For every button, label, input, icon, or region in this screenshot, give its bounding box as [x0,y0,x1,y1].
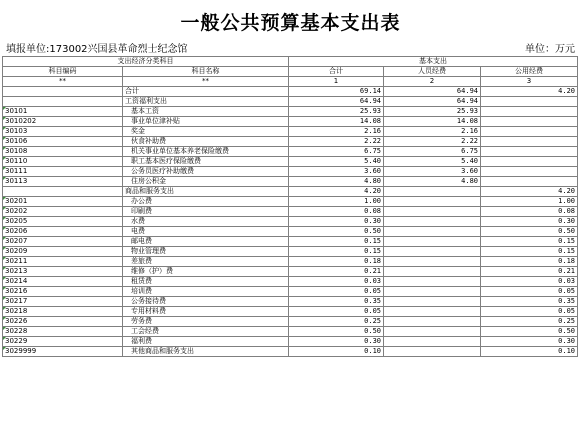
row-code-cell [3,247,123,257]
row-name-cell: 工会经费 [123,327,289,337]
table-row [3,157,578,167]
row-name-cell: 印刷费 [123,207,289,217]
row-public-cell [481,137,578,147]
row-public-cell: 0.30 [481,217,578,227]
table-row [3,97,578,107]
header-total: 合计 [289,67,384,77]
row-total-cell: 0.50 [289,327,384,337]
row-code-cell [3,217,123,227]
row-name-cell: 物业管理费 [123,247,289,257]
row-total-cell: 0.03 [289,277,384,287]
row-code-text: 30226 [5,317,28,325]
row-name-cell: 邮电费 [123,237,289,247]
cell-comment-marker-icon [3,207,6,210]
row-public-cell: 0.21 [481,267,578,277]
row-public-cell: 0.25 [481,317,578,327]
row-name-cell: 租赁费 [123,277,289,287]
reporting-unit: 填报单位:173002兴国县革命烈士纪念馆 [6,44,188,55]
row-public-cell [481,127,578,137]
row-public-cell: 0.15 [481,237,578,247]
table-row [3,187,578,197]
row-public-cell: 0.30 [481,337,578,347]
row-total-cell: 4.20 [289,187,384,197]
row-personnel-cell [384,267,481,277]
row-code-cell [3,307,123,317]
header-personnel: 人员经费 [384,67,481,77]
table-row [3,87,578,97]
row-public-cell: 1.00 [481,197,578,207]
cell-comment-marker-icon [3,277,6,280]
row-code-text: 30103 [5,127,28,135]
row-total-cell: 0.25 [289,317,384,327]
cell-comment-marker-icon [3,327,6,330]
row-personnel-cell [384,347,481,357]
row-total-cell: 64.94 [289,97,384,107]
row-code-cell [3,237,123,247]
row-code-cell [3,347,123,357]
row-public-cell: 0.15 [481,247,578,257]
row-personnel-cell: 25.93 [384,107,481,117]
row-name-cell: 职工基本医疗保险缴费 [123,157,289,167]
header-star-code: ** [3,77,123,87]
row-code-text: 30207 [5,237,28,245]
row-name-cell: 伙食补助费 [123,137,289,147]
row-public-cell: 0.50 [481,327,578,337]
row-personnel-cell [384,317,481,327]
row-code-text: 3029999 [5,347,37,355]
row-name-cell: 公务员医疗补助缴费 [123,167,289,177]
table-row [3,137,578,147]
table-row [3,227,578,237]
table-row [3,147,578,157]
header-code: 科目编码 [3,67,123,77]
cell-comment-marker-icon [3,247,6,250]
cell-comment-marker-icon [3,297,6,300]
header-num-3: 3 [481,77,578,87]
row-name-cell: 住房公积金 [123,177,289,187]
row-public-cell: 4.20 [481,187,578,197]
row-total-cell: 0.50 [289,227,384,237]
row-personnel-cell: 64.94 [384,87,481,97]
row-code-cell [3,227,123,237]
row-public-cell [481,177,578,187]
cell-comment-marker-icon [3,217,6,220]
header-group-right: 基本支出 [289,57,578,67]
row-public-cell [481,117,578,127]
row-name-cell: 水费 [123,217,289,227]
table-row [3,347,578,357]
row-total-cell: 5.40 [289,157,384,167]
header-index-row [3,77,578,87]
row-name-cell: 合计 [123,87,289,97]
row-personnel-cell [384,237,481,247]
row-code-cell [3,297,123,307]
row-code-cell [3,257,123,267]
row-code-text: 30218 [5,307,28,315]
row-name-cell: 商品和服务支出 [123,187,289,197]
row-personnel-cell [384,207,481,217]
row-public-cell: 0.50 [481,227,578,237]
row-total-cell: 0.35 [289,297,384,307]
row-personnel-cell: 3.60 [384,167,481,177]
table-row [3,217,578,227]
row-code-text: 30201 [5,197,28,205]
row-code-text: 30108 [5,147,28,155]
row-code-cell [3,317,123,327]
row-personnel-cell [384,307,481,317]
header-group-row [3,57,578,67]
table-row [3,257,578,267]
row-code-cell [3,87,123,97]
header-num-2: 2 [384,77,481,87]
row-name-cell: 机关事业单位基本养老保险缴费 [123,147,289,157]
row-code-cell [3,147,123,157]
cell-comment-marker-icon [3,317,6,320]
row-public-cell [481,107,578,117]
row-total-cell: 0.05 [289,287,384,297]
row-code-text: 30211 [5,257,28,265]
row-code-cell [3,107,123,117]
row-code-cell [3,267,123,277]
row-code-text: 30217 [5,297,28,305]
table-row [3,167,578,177]
row-personnel-cell: 6.75 [384,147,481,157]
row-personnel-cell [384,327,481,337]
row-name-cell: 事业单位津补贴 [123,117,289,127]
table-row [3,107,578,117]
row-code-cell [3,117,123,127]
row-code-cell [3,197,123,207]
table-row [3,197,578,207]
row-code-cell [3,97,123,107]
row-public-cell: 0.18 [481,257,578,267]
row-code-text: 30113 [5,177,28,185]
cell-comment-marker-icon [3,117,6,120]
row-total-cell: 1.00 [289,197,384,207]
row-total-cell: 0.15 [289,237,384,247]
row-code-text: 30216 [5,287,28,295]
row-personnel-cell: 5.40 [384,157,481,167]
row-name-cell: 培训费 [123,287,289,297]
currency-unit: 单位：万元 [525,44,575,55]
cell-comment-marker-icon [3,347,6,350]
row-name-cell: 工资福利支出 [123,97,289,107]
header-num-1: 1 [289,77,384,87]
row-public-cell: 0.08 [481,207,578,217]
table-row [3,117,578,127]
row-personnel-cell [384,287,481,297]
row-personnel-cell [384,247,481,257]
row-code-text: 30205 [5,217,28,225]
row-total-cell: 0.10 [289,347,384,357]
row-total-cell: 4.80 [289,177,384,187]
cell-comment-marker-icon [3,257,6,260]
row-total-cell: 14.08 [289,117,384,127]
row-total-cell: 0.18 [289,257,384,267]
row-code-cell [3,127,123,137]
row-code-text: 30111 [5,167,28,175]
row-personnel-cell: 2.22 [384,137,481,147]
header-star-name: ** [123,77,289,87]
row-public-cell [481,167,578,177]
table-row [3,337,578,347]
row-total-cell: 3.60 [289,167,384,177]
expenditure-table [2,56,578,357]
row-total-cell: 0.08 [289,207,384,217]
row-name-cell: 福利费 [123,337,289,347]
cell-comment-marker-icon [3,167,6,170]
row-code-cell [3,337,123,347]
table-row [3,307,578,317]
table-row [3,327,578,337]
row-name-cell: 专用材料费 [123,307,289,317]
row-code-text: 30213 [5,267,28,275]
row-total-cell: 0.21 [289,267,384,277]
row-total-cell: 2.22 [289,137,384,147]
cell-comment-marker-icon [3,337,6,340]
row-code-cell [3,287,123,297]
cell-comment-marker-icon [3,127,6,130]
row-personnel-cell [384,337,481,347]
cell-comment-marker-icon [3,197,6,200]
row-total-cell: 0.30 [289,337,384,347]
row-total-cell: 0.15 [289,247,384,257]
row-public-cell: 4.20 [481,87,578,97]
row-total-cell: 0.30 [289,217,384,227]
row-personnel-cell: 64.94 [384,97,481,107]
row-code-cell [3,187,123,197]
row-name-cell: 公务接待费 [123,297,289,307]
row-personnel-cell [384,227,481,237]
table-row [3,277,578,287]
row-code-text: 3010202 [5,117,37,125]
cell-comment-marker-icon [3,227,6,230]
cell-comment-marker-icon [3,137,6,140]
page-title: 一般公共预算基本支出表 [180,12,401,34]
row-code-cell [3,157,123,167]
header-column-row [3,67,578,77]
row-code-text: 30209 [5,247,28,255]
row-total-cell: 25.93 [289,107,384,117]
row-personnel-cell [384,197,481,207]
table-row [3,267,578,277]
header-public: 公用经费 [481,67,578,77]
row-code-text: 30229 [5,337,28,345]
row-total-cell: 6.75 [289,147,384,157]
cell-comment-marker-icon [3,287,6,290]
row-total-cell: 69.14 [289,87,384,97]
row-personnel-cell [384,187,481,197]
row-code-text: 30228 [5,327,28,335]
row-name-cell: 差旅费 [123,257,289,267]
row-code-cell [3,207,123,217]
row-code-text: 30214 [5,277,28,285]
cell-comment-marker-icon [3,307,6,310]
cell-comment-marker-icon [3,107,6,110]
cell-comment-marker-icon [3,237,6,240]
table-row [3,177,578,187]
row-personnel-cell [384,297,481,307]
row-personnel-cell [384,217,481,227]
row-code-cell [3,167,123,177]
header-group-left: 支出经济分类科目 [3,57,289,67]
cell-comment-marker-icon [3,267,6,270]
row-name-cell: 奖金 [123,127,289,137]
table-row [3,127,578,137]
row-public-cell: 0.05 [481,287,578,297]
row-code-cell [3,327,123,337]
table-row [3,207,578,217]
row-public-cell: 0.03 [481,277,578,287]
table-row [3,237,578,247]
row-personnel-cell [384,257,481,267]
row-name-cell: 办公费 [123,197,289,207]
row-code-cell [3,277,123,287]
row-code-text: 30110 [5,157,28,165]
row-public-cell: 0.05 [481,307,578,317]
row-name-cell: 维修（护）费 [123,267,289,277]
row-personnel-cell: 2.16 [384,127,481,137]
row-public-cell: 0.10 [481,347,578,357]
row-total-cell: 0.05 [289,307,384,317]
row-public-cell [481,157,578,167]
header-name: 科目名称 [123,67,289,77]
row-name-cell: 劳务费 [123,317,289,327]
row-name-cell: 基本工资 [123,107,289,117]
row-personnel-cell [384,277,481,287]
table-row [3,317,578,327]
row-public-cell: 0.35 [481,297,578,307]
table-row [3,287,578,297]
row-code-cell [3,177,123,187]
row-public-cell [481,97,578,107]
row-name-cell: 其他商品和服务支出 [123,347,289,357]
row-personnel-cell: 4.80 [384,177,481,187]
cell-comment-marker-icon [3,147,6,150]
cell-comment-marker-icon [3,157,6,160]
cell-comment-marker-icon [3,177,6,180]
row-code-cell [3,137,123,147]
table-row [3,247,578,257]
row-personnel-cell: 14.08 [384,117,481,127]
row-code-text: 30206 [5,227,28,235]
row-public-cell [481,147,578,157]
row-code-text: 30101 [5,107,28,115]
row-code-text: 30106 [5,137,28,145]
table-row [3,297,578,307]
row-total-cell: 2.16 [289,127,384,137]
row-name-cell: 电费 [123,227,289,237]
row-code-text: 30202 [5,207,28,215]
